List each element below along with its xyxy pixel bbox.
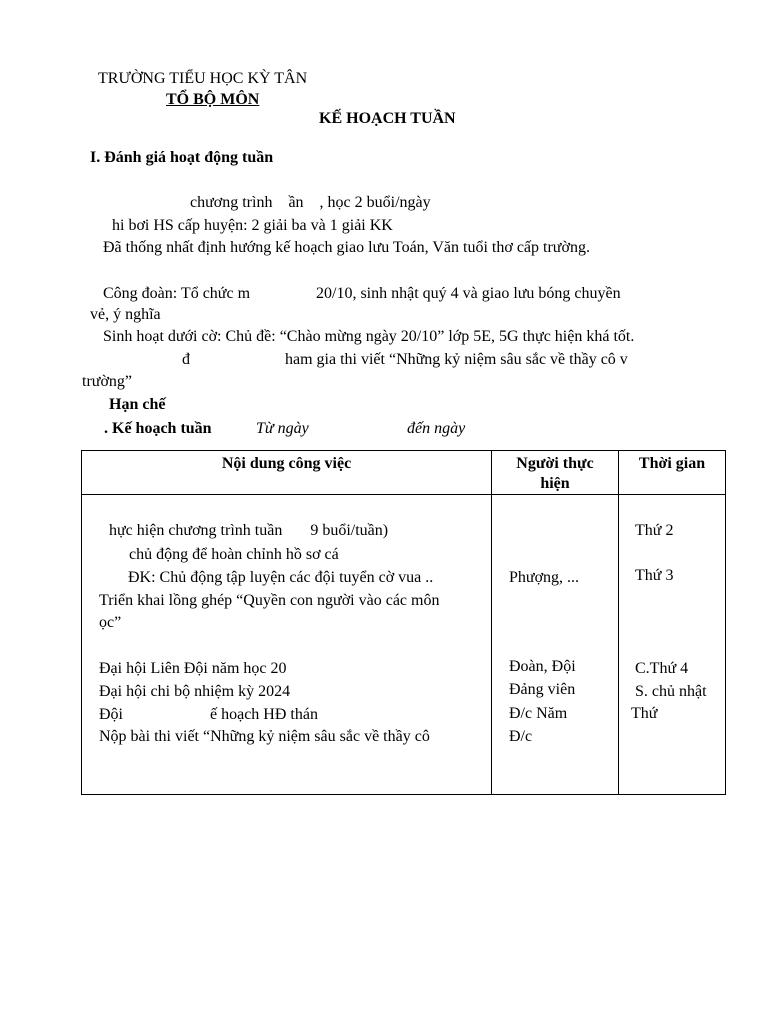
content-line: ĐK: Chủ động tập luyện các đội tuyển cờ vua .. <box>128 569 434 586</box>
section1-line: Công đoàn: Tổ chức m <box>103 285 251 302</box>
time-cell <box>619 495 726 795</box>
section1-line: đ <box>182 351 190 368</box>
content-line: Đại hội chi bộ nhiệm kỳ 2024 <box>99 683 291 700</box>
person-line: Đ/c <box>509 728 533 745</box>
content-line: ế hoạch HĐ thán <box>210 706 318 723</box>
person-line: Đ/c Năm <box>509 705 568 722</box>
table-row <box>82 495 726 795</box>
content-line: Đội <box>99 706 123 723</box>
from-date-label: Từ ngày <box>256 420 309 437</box>
to-date-label: đến ngày <box>407 420 466 437</box>
section1-line: Đã thống nhất định hướng kế hoạch giao lưu Toán, Văn tuổi thơ cấp trường. <box>103 239 590 256</box>
time-line: Thứ 2 <box>635 522 674 539</box>
section1-line: chương trình ần , học 2 buổi/ngày <box>190 194 431 211</box>
header-content: Nội dung công việc <box>82 451 492 495</box>
header-time: Thời gian <box>619 451 726 495</box>
time-line: C.Thứ 4 <box>635 660 689 677</box>
section1-line: hi bơi HS cấp huyện: 2 giải ba và 1 giải KK <box>112 217 393 234</box>
time-line: Thứ 3 <box>635 567 674 584</box>
person-line: Đoàn, Đội <box>509 658 576 675</box>
person-line: Phượng, ... <box>509 569 580 586</box>
content-line: Đại hội Liên Đội năm học 20 <box>99 660 287 677</box>
content-line: ọc” <box>99 614 122 631</box>
time-line: S. chủ nhật <box>635 683 707 700</box>
person-line: Đảng viên <box>509 681 576 698</box>
section2-heading: . Kế hoạch tuần <box>104 420 212 437</box>
section1-line: 20/10, sinh nhật quý 4 và giao lưu bóng chuyền <box>316 285 621 302</box>
table-header-row <box>82 451 726 495</box>
section1-line: trường” <box>82 373 133 390</box>
person-cell <box>492 495 619 795</box>
content-line: Nộp bài thi viết “Những kỷ niệm sâu sắc về thầy cô <box>99 728 430 745</box>
content-line: Triển khai lồng ghép “Quyền con người vào các môn <box>99 592 440 609</box>
department-name: TỔ BỘ MÔN <box>166 91 260 108</box>
limitations-heading: Hạn chế <box>109 396 166 413</box>
content-line: chủ động để hoàn chỉnh hồ sơ cá <box>129 546 339 563</box>
school-name: TRƯỜNG TIỂU HỌC KỲ TÂN <box>98 70 308 87</box>
content-cell <box>82 495 492 795</box>
section1-line: ham gia thi viết “Những kỷ niệm sâu sắc về thầy cô v <box>285 351 628 368</box>
header-person: Người thực hiện <box>492 451 619 495</box>
section1-line: vẻ, ý nghĩa <box>90 306 161 323</box>
section1-heading: I. Đánh giá hoạt động tuần <box>90 149 274 166</box>
content-line: hực hiện chương trình tuần 9 buổi/tuần) <box>109 522 389 539</box>
section1-line: Sinh hoạt dưới cờ: Chủ đề: “Chào mừng ngày 20/10” lớp 5E, 5G thực hiện khá tốt. <box>103 328 635 345</box>
time-line: Thứ <box>631 705 658 722</box>
page-title: KẾ HOẠCH TUẦN <box>319 110 456 127</box>
plan-table <box>81 450 726 795</box>
